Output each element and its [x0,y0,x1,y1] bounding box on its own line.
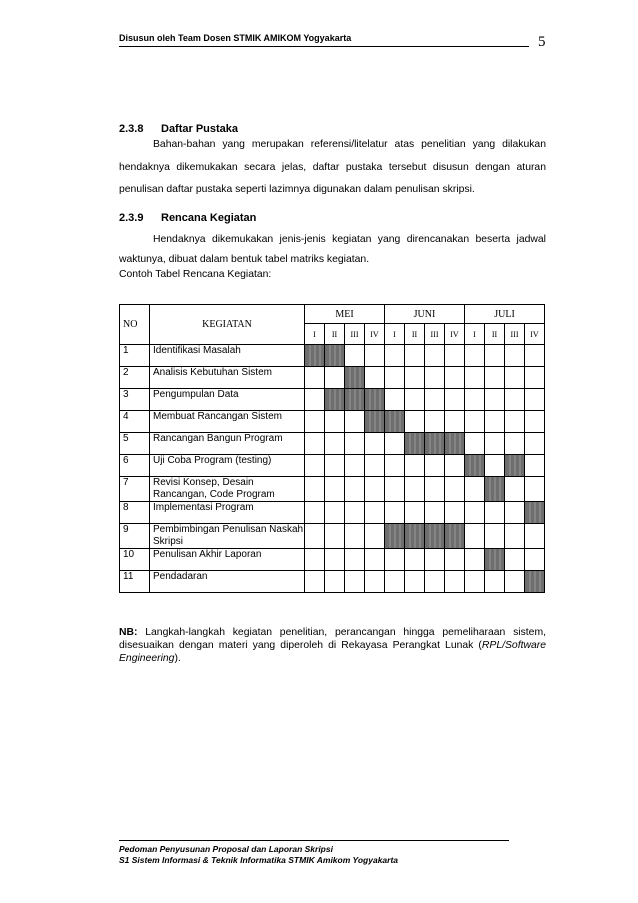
table-row [120,571,545,593]
schedule-cell-empty [385,502,405,524]
row-number: 3 [120,389,150,411]
schedule-cell-filled [525,502,545,524]
schedule-cell-empty [465,549,485,571]
schedule-cell-filled [325,345,345,367]
week-header: II [485,324,505,345]
column-header-activity: KEGIATAN [150,305,305,345]
activity-name: Rancangan Bangun Program [150,433,305,455]
table-row [120,411,545,433]
week-header: I [465,324,485,345]
schedule-cell-empty [365,571,385,593]
schedule-cell-empty [325,455,345,477]
schedule-cell-empty [525,477,545,502]
schedule-cell-empty [485,433,505,455]
schedule-cell-empty [485,389,505,411]
schedule-cell-empty [525,367,545,389]
week-header: II [325,324,345,345]
schedule-cell-empty [505,524,525,549]
schedule-cell-empty [445,367,465,389]
schedule-cell-empty [405,367,425,389]
schedule-cell-empty [465,411,485,433]
schedule-cell-filled [365,389,385,411]
schedule-cell-empty [425,345,445,367]
schedule-cell-empty [465,389,485,411]
note-italic: RPL/Software Engineering [119,640,546,664]
schedule-cell-empty [465,477,485,502]
schedule-cell-empty [385,389,405,411]
schedule-cell-empty [465,433,485,455]
schedule-cell-empty [505,433,525,455]
schedule-cell-empty [485,345,505,367]
schedule-cell-filled [365,411,385,433]
schedule-cell-empty [365,455,385,477]
schedule-cell-empty [465,367,485,389]
row-number: 8 [120,502,150,524]
schedule-cell-empty [385,455,405,477]
page-number: 5 [538,34,546,50]
schedule-cell-empty [325,367,345,389]
footer-rule [119,840,509,841]
schedule-cell-empty [445,411,465,433]
column-header-no: NO [120,305,150,345]
schedule-cell-empty [505,549,525,571]
schedule-cell-filled [525,571,545,593]
schedule-cell-empty [505,502,525,524]
table-row [120,549,545,571]
table-row [120,455,545,477]
schedule-cell-empty [525,433,545,455]
section-number: 2.3.9 [119,212,144,224]
schedule-cell-empty [385,367,405,389]
table-row [120,389,545,411]
schedule-cell-filled [405,524,425,549]
week-header: I [385,324,405,345]
schedule-table [119,304,545,593]
footer-line-2: S1 Sistem Informasi & Teknik Informatika STMIK Amikom Yogyakarta [119,855,399,865]
schedule-cell-empty [325,549,345,571]
schedule-cell-filled [425,524,445,549]
schedule-cell-filled [505,455,525,477]
activity-name: Membuat Rancangan Sistem [150,411,305,433]
row-number: 6 [120,455,150,477]
table-row [120,502,545,524]
schedule-cell-empty [345,524,365,549]
section-body: Hendaknya dikemukakan jenis-jenis kegiatan yang direncanakan beserta jadwal waktunya, dibuat dalam bentuk tabel matriks kegiatan. [119,234,546,265]
schedule-cell-empty [425,571,445,593]
month-header: JUNI [385,305,465,324]
schedule-cell-filled [465,455,485,477]
schedule-cell-empty [525,389,545,411]
schedule-cell-empty [445,549,465,571]
schedule-cell-empty [305,455,325,477]
activity-name: Uji Coba Program (testing) [150,455,305,477]
schedule-cell-empty [465,345,485,367]
schedule-cell-empty [405,455,425,477]
week-header: IV [445,324,465,345]
week-header: IV [365,324,385,345]
schedule-cell-empty [505,571,525,593]
schedule-cell-filled [385,411,405,433]
table-row [120,524,545,549]
schedule-cell-empty [305,571,325,593]
schedule-cell-empty [345,345,365,367]
schedule-cell-filled [445,524,465,549]
row-number: 9 [120,524,150,549]
running-header: Disusun oleh Team Dosen STMIK AMIKOM Yogyakarta [119,33,352,43]
activity-name: Implementasi Program [150,502,305,524]
schedule-cell-empty [405,477,425,502]
schedule-cell-empty [345,411,365,433]
schedule-cell-empty [345,549,365,571]
row-number: 11 [120,571,150,593]
schedule-cell-empty [385,477,405,502]
schedule-cell-empty [345,433,365,455]
schedule-cell-empty [365,549,385,571]
schedule-cell-empty [305,502,325,524]
schedule-cell-filled [345,367,365,389]
schedule-cell-empty [325,477,345,502]
schedule-cell-empty [445,502,465,524]
table-row [120,345,545,367]
schedule-cell-empty [425,389,445,411]
schedule-cell-empty [445,389,465,411]
schedule-cell-empty [345,571,365,593]
table-row [120,367,545,389]
week-header: IV [525,324,545,345]
schedule-cell-filled [325,389,345,411]
activity-name: Analisis Kebutuhan Sistem [150,367,305,389]
schedule-cell-empty [325,433,345,455]
schedule-cell-filled [385,524,405,549]
header-rule [119,46,529,47]
week-header: III [345,324,365,345]
schedule-cell-empty [305,411,325,433]
schedule-cell-empty [305,549,325,571]
table-row [120,433,545,455]
activity-name: Identifikasi Masalah [150,345,305,367]
schedule-cell-empty [405,571,425,593]
section-number: 2.3.8 [119,123,144,135]
activity-name: Pembimbingan Penulisan Naskah Skripsi [150,524,305,549]
schedule-cell-filled [425,433,445,455]
row-number: 2 [120,367,150,389]
schedule-cell-empty [465,502,485,524]
schedule-cell-empty [405,411,425,433]
schedule-cell-empty [405,389,425,411]
activity-name: Penulisan Akhir Laporan [150,549,305,571]
schedule-cell-filled [485,477,505,502]
schedule-cell-empty [505,477,525,502]
schedule-cell-empty [365,477,385,502]
schedule-cell-filled [485,549,505,571]
note-label: NB: [119,627,138,638]
activity-name: Pendadaran [150,571,305,593]
schedule-cell-empty [365,367,385,389]
schedule-cell-empty [365,524,385,549]
schedule-cell-empty [425,502,445,524]
schedule-cell-empty [505,345,525,367]
schedule-cell-empty [465,571,485,593]
week-header: III [505,324,525,345]
schedule-cell-empty [425,367,445,389]
row-number: 1 [120,345,150,367]
schedule-cell-empty [345,477,365,502]
footer-line-1: Pedoman Penyusunan Proposal dan Laporan Skripsi [119,844,333,854]
schedule-cell-empty [325,502,345,524]
row-number: 5 [120,433,150,455]
schedule-cell-empty [305,524,325,549]
schedule-cell-empty [525,411,545,433]
note-paragraph [119,626,546,665]
schedule-cell-empty [485,411,505,433]
schedule-cell-empty [325,524,345,549]
schedule-cell-filled [445,433,465,455]
section-title: Rencana Kegiatan [161,212,257,224]
schedule-cell-empty [385,345,405,367]
month-header: MEI [305,305,385,324]
schedule-cell-empty [505,411,525,433]
schedule-cell-empty [425,455,445,477]
schedule-cell-empty [325,411,345,433]
schedule-cell-filled [345,389,365,411]
section-title: Daftar Pustaka [161,123,239,135]
row-number: 4 [120,411,150,433]
schedule-cell-empty [365,502,385,524]
schedule-cell-empty [405,345,425,367]
schedule-cell-empty [305,389,325,411]
schedule-cell-empty [485,571,505,593]
schedule-cell-empty [525,549,545,571]
activity-name: Revisi Konsep, Desain Rancangan, Code Program [150,477,305,502]
schedule-cell-empty [445,455,465,477]
activity-name: Pengumpulan Data [150,389,305,411]
schedule-cell-filled [305,345,325,367]
note-text: Langkah-langkah kegiatan penelitian, perancangan hingga pemeliharaan sistem, disesuaikan dengan materi yang diperoleh di Rekayasa Perangkat Lunak ( [119,627,546,651]
schedule-cell-empty [305,477,325,502]
row-number: 10 [120,549,150,571]
schedule-cell-empty [305,367,325,389]
schedule-cell-empty [425,411,445,433]
schedule-cell-empty [405,549,425,571]
week-header: III [425,324,445,345]
schedule-cell-empty [505,389,525,411]
schedule-cell-filled [405,433,425,455]
schedule-cell-empty [485,367,505,389]
schedule-cell-empty [385,433,405,455]
schedule-cell-empty [525,524,545,549]
schedule-cell-empty [525,345,545,367]
schedule-cell-empty [445,571,465,593]
section-body: Bahan-bahan yang merupakan referensi/litelatur atas penelitian yang dilakukan hendaknya dikemukakan secara jelas, daftar pustaka tersebut disusun dengan aturan penulisan daftar pustaka seperti lazimnya digunakan dalam penulisan skripsi. [119,139,546,195]
schedule-cell-empty [385,571,405,593]
schedule-cell-empty [365,433,385,455]
schedule-cell-empty [425,549,445,571]
schedule-cell-empty [425,477,445,502]
schedule-cell-empty [505,367,525,389]
schedule-cell-empty [365,345,385,367]
schedule-cell-empty [385,549,405,571]
schedule-cell-empty [485,455,505,477]
note-end: ). [174,653,181,664]
month-header: JULI [465,305,545,324]
row-number: 7 [120,477,150,502]
schedule-cell-empty [485,502,505,524]
table-caption: Contoh Tabel Rencana Kegiatan: [119,269,272,280]
schedule-cell-empty [305,433,325,455]
schedule-cell-empty [445,345,465,367]
schedule-cell-empty [405,502,425,524]
schedule-cell-empty [465,524,485,549]
schedule-cell-empty [525,455,545,477]
schedule-cell-empty [345,502,365,524]
schedule-cell-empty [485,524,505,549]
week-header: I [305,324,325,345]
table-row [120,477,545,502]
schedule-cell-empty [445,477,465,502]
week-header: II [405,324,425,345]
schedule-cell-empty [345,455,365,477]
schedule-cell-empty [325,571,345,593]
